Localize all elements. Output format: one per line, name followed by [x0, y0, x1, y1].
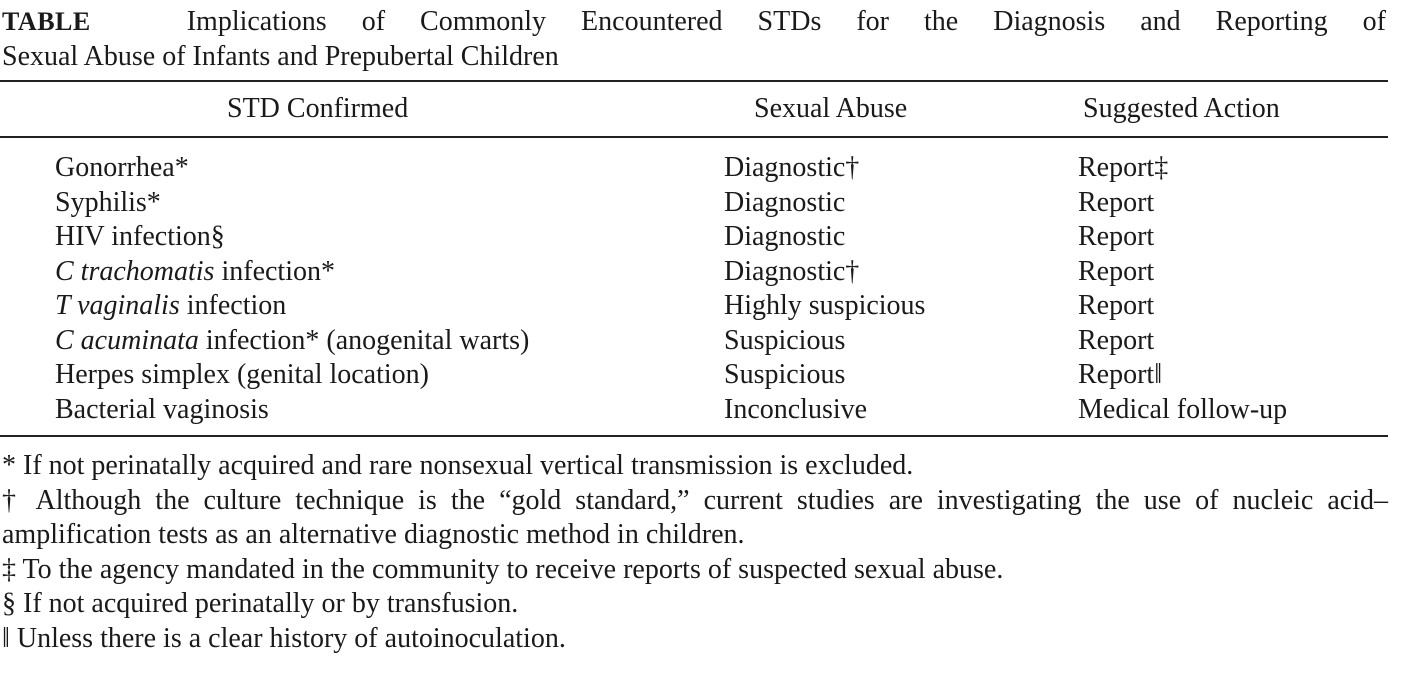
- bottom-rule: [0, 435, 1388, 437]
- std-cell-italic: T vaginalis: [55, 290, 180, 321]
- action-cell: Report: [1078, 324, 1155, 356]
- footnote-dagger: † Although the culture technique is the “gold standard,” current studies are investigating the use of nucleic acid–amplification tests as an alternative diagnostic method in children.: [2, 484, 1388, 550]
- std-cell-text: Bacterial vaginosis: [55, 393, 269, 425]
- footnote-double-dagger: ‡ To the agency mandated in the community to receive reports of suspected sexual abuse.: [2, 553, 1004, 585]
- footnote-asterisk: * If not perinatally acquired and rare nonsexual vertical transmission is excluded.: [2, 450, 914, 481]
- action-cell: Report: [1078, 290, 1155, 321]
- std-cell: [55, 220, 225, 254]
- action-cell: Report: [1078, 255, 1155, 287]
- abuse-cell: Diagnostic†: [724, 152, 860, 183]
- std-cell: [55, 324, 529, 358]
- std-cell-text: infection* (anogenital warts): [198, 324, 530, 356]
- action-cell: Report: [1078, 186, 1155, 218]
- footnotes: [2, 449, 1388, 656]
- std-cell: [55, 255, 335, 289]
- footnote-parallel: ‖ Unless there is a clear history of autoinoculation.: [2, 622, 566, 654]
- table-body: [0, 151, 1388, 427]
- table-row: [0, 255, 1388, 290]
- std-cell: [55, 151, 189, 185]
- std-cell-text: Gonorrhea*: [55, 152, 189, 183]
- table-row: [0, 186, 1388, 221]
- abuse-cell: Suspicious: [724, 324, 846, 356]
- column-header-suggested-action: Suggested Action: [1083, 93, 1280, 124]
- footnote-section: § If not acquired perinatally or by transfusion.: [2, 588, 519, 619]
- table-row: [0, 151, 1388, 186]
- table-row: [0, 220, 1388, 255]
- table-row: [0, 393, 1388, 428]
- abuse-cell: Suspicious: [724, 359, 846, 390]
- caption-title-part-1: Implications of Commonly Encountered STDs for the Diagnosis and Reporting of: [186, 6, 1386, 37]
- std-cell-italic: C acuminata: [55, 324, 199, 356]
- abuse-cell: Highly suspicious: [724, 290, 926, 321]
- std-cell: [55, 393, 269, 427]
- std-cell-text: Herpes simplex (genital location): [55, 359, 429, 390]
- std-cell-italic: C trachomatis: [55, 255, 215, 287]
- header-rule: [0, 136, 1388, 138]
- top-rule: [0, 80, 1388, 82]
- column-header-sexual-abuse: Sexual Abuse: [754, 93, 908, 124]
- std-cell: [55, 186, 161, 220]
- abuse-cell: Diagnostic: [724, 186, 846, 218]
- abuse-cell: Diagnostic†: [724, 255, 860, 287]
- caption-title-part-2: Sexual Abuse of Infants and Prepubertal Children: [2, 41, 559, 72]
- table-row: [0, 289, 1388, 324]
- std-cell-text: Syphilis*: [55, 186, 161, 218]
- action-cell: Report: [1078, 221, 1155, 252]
- std-cell-text: infection: [179, 290, 287, 321]
- std-cell-text: HIV infection§: [55, 221, 225, 252]
- column-header-std: STD Confirmed: [227, 93, 409, 124]
- table-label: TABLE: [2, 7, 91, 36]
- action-cell: Report‖: [1078, 359, 1163, 390]
- std-cell: [55, 358, 429, 392]
- abuse-cell: Inconclusive: [724, 393, 868, 425]
- caption-line-1: [2, 4, 1386, 39]
- table-row: [0, 324, 1388, 359]
- std-cell: [55, 289, 286, 323]
- std-cell-text: infection*: [214, 255, 335, 287]
- abuse-cell: Diagnostic: [724, 221, 846, 252]
- table-caption: [2, 4, 1386, 74]
- action-cell: Report‡: [1078, 152, 1169, 183]
- action-cell: Medical follow-up: [1078, 393, 1288, 425]
- table-row: [0, 358, 1388, 393]
